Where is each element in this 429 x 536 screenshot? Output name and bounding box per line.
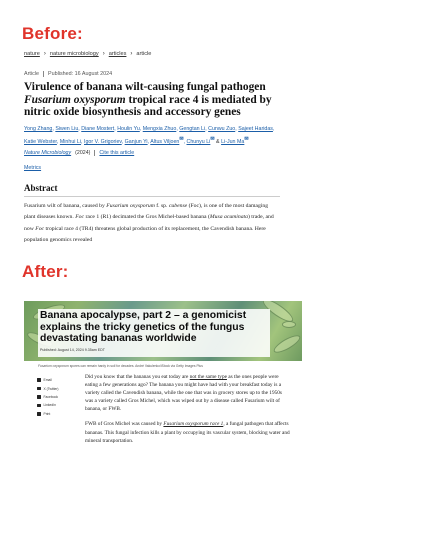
abstract-italic: Foc (75, 214, 85, 221)
published-date: Published: 16 August 2024 (47, 71, 113, 77)
spore-shape (272, 332, 302, 356)
journal-year: (2024) (75, 150, 91, 156)
share-label: LinkedIn (43, 403, 56, 408)
caption-text: spores can remain hardy in soil for decades. André Vakulenko/iStock via Getty Images Plus (68, 364, 203, 368)
chevron-right-icon: › (43, 51, 46, 57)
inline-link[interactable]: not the same type (189, 374, 227, 380)
paragraph-text: Did you know that the bananas you eat today are (85, 374, 190, 380)
abstract-fragment: Fusarium wilt of banana, caused by (24, 203, 107, 209)
twitter-icon (37, 387, 41, 391)
linkedin-icon (37, 404, 41, 408)
share-label: X (Twitter) (43, 386, 59, 391)
share-label: Email (43, 378, 52, 383)
spore-shape (282, 321, 296, 328)
news-published-date: Published: August 14, 2024 9.35am EDT (40, 348, 105, 352)
mail-icon[interactable]: ✉ (179, 136, 184, 143)
share-facebook[interactable] (37, 393, 59, 401)
share-menu (37, 376, 59, 418)
news-paragraph (85, 420, 290, 444)
breadcrumb-articles[interactable]: articles (108, 51, 127, 57)
author-link[interactable]: Yong Zhang (24, 126, 53, 132)
share-linkedin[interactable] (37, 401, 59, 409)
chevron-right-icon: › (102, 51, 105, 57)
author-link[interactable]: Katie Webster (24, 139, 57, 146)
breadcrumb (24, 51, 151, 57)
article-type: Article (24, 71, 39, 77)
abstract-fragment: (Foc), is one of the most damaging plant diseases known. (24, 203, 269, 221)
email-icon (37, 378, 41, 382)
abstract-text (24, 201, 280, 247)
abstract-fragment: f. sp. (154, 203, 169, 209)
abstract-italic: Fusarium oxysporum (106, 203, 155, 209)
caption-species: Fusarium oxysporum (38, 364, 69, 368)
title-line-2: tropical race 4 is mediated by (125, 93, 272, 106)
abstract-fragment: tropical race 4 (TR4) threatens global production of its replacement, the Cavendish banana. Here population genomics revealed (24, 225, 266, 244)
facebook-icon (37, 395, 41, 399)
before-label: Before: (22, 24, 83, 43)
paragraph-text: as the ones people were eating a few generations ago? The banana you might have had with your breakfast today is a variety called the Cavendish banana, while the one that was in grocery stores up to the 1950s was a variety called Gros Michel, which was wiped out by a disease called Fusarium wilt of banana, or FWB. (85, 374, 282, 413)
chevron-right-icon: › (130, 51, 133, 57)
abstract-italic: Musa acuminata (209, 214, 248, 221)
mail-icon[interactable]: ✉ (210, 136, 215, 143)
title-line-1: Virulence of banana wilt-causing fungal pathogen (24, 81, 266, 93)
author-link[interactable]: Li-Jun Ma (221, 139, 245, 146)
news-paragraph (85, 373, 290, 413)
author-link[interactable]: Gengtan Li (179, 126, 206, 132)
abstract-fragment: ) trade, and now (24, 214, 274, 232)
author-link[interactable]: Altus Viljoen (150, 139, 180, 146)
paragraph-text: , a fungal pathogen that affects bananas. This fungal infection kills a plant by occupying its vascular system, blocking water and mineral transportation. (85, 421, 290, 444)
metrics-link[interactable]: Metrics (24, 165, 42, 171)
author-link[interactable]: Ganjun Yi (124, 139, 148, 146)
abstract-fragment: race 1 (R1) decimated the Gros Michel-based banana ( (84, 214, 210, 221)
title-species: Fusarium oxysporum (24, 93, 126, 106)
author-link[interactable]: Cunwu Zuo (208, 126, 236, 132)
author-link[interactable]: Siwen Liu (55, 126, 79, 132)
paragraph-text: FWB of Gros Michel was caused by (85, 421, 164, 428)
article-title (24, 81, 324, 119)
author-link[interactable]: Mengxia Zhuo (142, 126, 177, 132)
breadcrumb-nature-microbiology[interactable]: nature microbiology (49, 51, 99, 57)
author-link[interactable]: Chunyu Li (186, 139, 211, 146)
news-headline: Banana apocalypse, part 2 – a genomicist explains the tricky genetics of the fungus devastating bananas worldwide (40, 310, 247, 345)
share-print[interactable] (37, 410, 59, 418)
journal-link[interactable]: Nature Microbiology (24, 150, 72, 156)
mail-icon[interactable]: ✉ (244, 136, 249, 143)
meta-divider (43, 71, 44, 77)
author-list: Yong Zhang, Siwen Liu, Diane Mostert, Houlin Yu, Mengxia Zhuo, Gengtan Li, Cunwu Zuo, Sajeet Haridas, Katie Webster, Minhui Li, Igor V. Grigoriev, Ganjun Yi, Altus Viljoen✉, Chunyu Li✉ & Li-Jun Ma✉ (24, 126, 275, 146)
journal-line (24, 150, 134, 156)
article-meta (24, 71, 112, 77)
news-body (85, 373, 290, 452)
abstract-heading: Abstract (24, 183, 58, 193)
share-label: Print (43, 411, 51, 416)
author-link[interactable]: Igor V. Grigoriev (84, 139, 122, 146)
print-icon (37, 412, 41, 416)
share-email[interactable] (37, 376, 59, 384)
image-caption (38, 364, 288, 368)
abstract-italic: cubense (168, 203, 188, 209)
inline-link[interactable]: Fusarium oxysporum race 1 (163, 421, 224, 428)
share-twitter[interactable] (37, 384, 59, 392)
cite-link[interactable]: Cite this article (99, 150, 135, 156)
breadcrumb-article: article (136, 51, 152, 57)
author-and: & (216, 139, 220, 146)
author-link[interactable]: Diane Mostert (81, 126, 115, 132)
title-line-3: nitric oxide biosynthesis and accessory genes (24, 106, 241, 119)
author-link[interactable]: Minhui Li (59, 139, 82, 146)
abstract-divider (24, 196, 280, 197)
share-label: Facebook (43, 394, 58, 399)
after-label: After: (22, 262, 69, 281)
journal-divider (94, 150, 95, 156)
abstract-italic: Foc (35, 225, 45, 232)
breadcrumb-nature[interactable]: nature (24, 51, 40, 57)
author-link[interactable]: Houlin Yu (117, 126, 140, 132)
author-link[interactable]: Sajeet Haridas (238, 126, 273, 132)
